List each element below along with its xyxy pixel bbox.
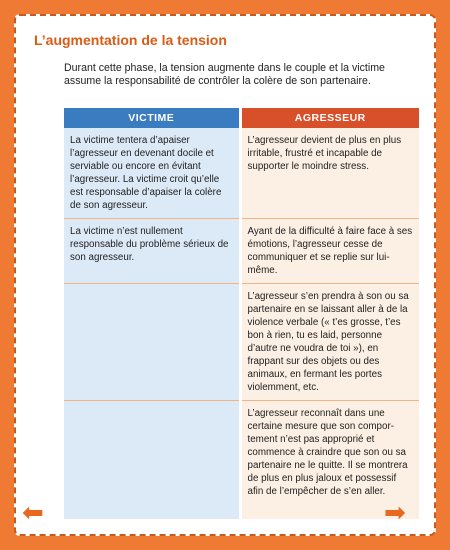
page-title: L’augmentation de la tension [34, 32, 227, 48]
cell-agresseur: L’agresseur s’en prendra à son ou sa partenaire en se laissant aller à de la violence verbale (« t’es grosse, t’es bon à rien, tu es laid, personne d’autre ne voudra de toi »), en frappant sur des objets ou des animaux, en fermant les portes violemment, etc. [240, 284, 419, 401]
table-row [64, 128, 419, 219]
cell-victime: La victime n’est nullement responsable du problème sérieux de son agresseur. [64, 219, 240, 284]
table-row [64, 219, 419, 284]
cell-victime [64, 284, 240, 401]
cell-agresseur: Ayant de la difficulté à faire face à ses émotions, l’agresseur cesse de communiquer et se replie sur lui-même. [240, 219, 419, 284]
table-header-row [64, 108, 419, 128]
arrow-left-icon[interactable]: ⬅ [22, 498, 44, 528]
header-agresseur: AGRESSEUR [240, 108, 419, 128]
cell-victime: La victime tentera d’apaiser l’agresseur en devenant docile et serviable ou encore en évitant l’agresseur. La victime croit qu’elle est responsable d’apaiser la colère de son agresseur. [64, 128, 240, 219]
cell-agresseur: L’agresseur reconnaît dans une certaine mesure que son compor-tement n’est pas approprié et commence à craindre que son ou sa partenaire ne le quitte. Il se montrera de plus en plus jaloux et possessif afin de l’empêcher de s’en aller. [240, 401, 419, 519]
table-row [64, 401, 419, 519]
arrow-right-icon[interactable]: ➡ [384, 498, 406, 528]
table-row [64, 284, 419, 401]
cell-agresseur: L’agresseur devient de plus en plus irritable, frustré et incapable de supporter le moindre stress. [240, 128, 419, 219]
header-victime: VICTIME [64, 108, 240, 128]
intro-paragraph: Durant cette phase, la tension augmente dans le couple et la victime assume la responsabilité de contrôler la colère de son partenaire. [64, 62, 385, 87]
comparison-table [64, 108, 419, 519]
cell-victime [64, 401, 240, 519]
page-frame [14, 14, 436, 536]
